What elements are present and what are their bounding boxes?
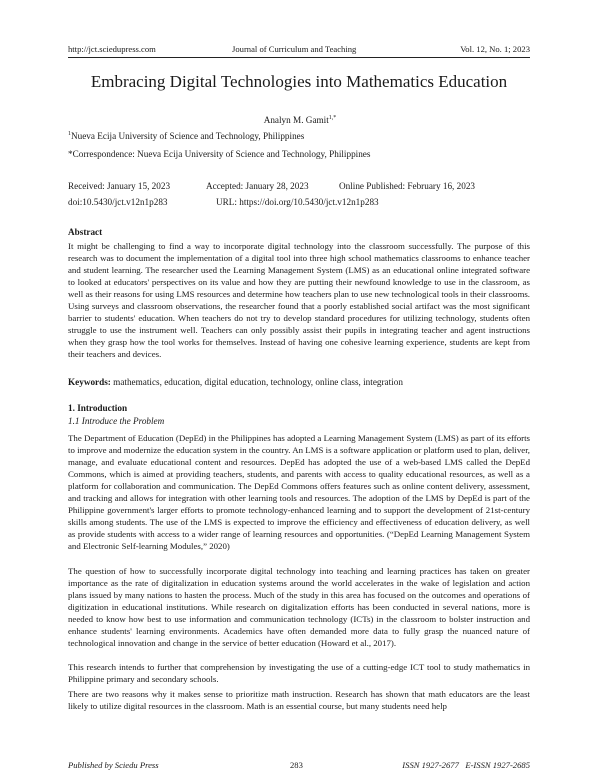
header-volume: Vol. 12, No. 1; 2023	[460, 44, 530, 54]
paragraph-1	[68, 432, 530, 552]
paper-title: Embracing Digital Technologies into Mathematics Education	[90, 72, 508, 91]
header-rule	[68, 57, 530, 58]
keywords-label: Keywords:	[68, 377, 111, 387]
doi-url[interactable]: URL: https://doi.org/10.5430/jct.v12n1p283	[216, 197, 379, 207]
received-date: Received: January 15, 2023	[68, 181, 171, 191]
header-url[interactable]: http://jct.sciedupress.com	[68, 44, 156, 54]
accepted-date: Accepted: January 28, 2023	[206, 181, 309, 191]
paragraph-text: This research intends to further that comprehension by investigating the use of a cutting-edge ICT tool to study mathematics in Philippine primary and secondary schools.	[68, 662, 530, 684]
keywords-text: mathematics, education, digital education, technology, online class, integration	[113, 377, 403, 387]
abstract-body	[68, 240, 530, 360]
page-number: 283	[290, 760, 303, 770]
affiliation-marker: 1	[68, 130, 71, 137]
author-name: Analyn M. Gamit	[263, 115, 329, 125]
affiliation-text: Nueva Ecija University of Science and Technology, Philippines	[71, 131, 305, 141]
header-journal: Journal of Curriculum and Teaching	[232, 44, 357, 54]
footer-issn: ISSN 1927-2677 E-ISSN 1927-2685	[402, 760, 530, 770]
published-date: Online Published: February 16, 2023	[339, 181, 476, 191]
author-line	[0, 114, 600, 126]
keywords	[68, 376, 403, 388]
paragraph-text: The question of how to successfully incorporate digital technology into teaching and learning practices has taken on greater importance as the rate of digitalization in education systems around the world accelerates in the wake of legislation and action plans issued by many nations to hasten the process. Much of the study in this area has focused on the outcomes and operations of digitization in educational institutions. While research on digitalization efforts has been conducted in several nations, more is needed to know how best to use information and communication technology (ICTs) in the classroom to bolster instruction and enhance students' learning environments. Academics have often demanded more data to fully grasp the nuanced nature of technological innovation and change in the service of better education (Howard et al., 2017).	[68, 566, 530, 648]
section-heading: 1. Introduction	[68, 403, 128, 413]
paragraph-2	[68, 565, 530, 649]
doi[interactable]: doi:10.5430/jct.v12n1p283	[68, 197, 168, 207]
footer-publisher: Published by Sciedu Press	[68, 760, 159, 770]
correspondence: *Correspondence: Nueva Ecija University of Science and Technology, Philippines	[68, 149, 371, 159]
author-markers: 1,*	[328, 114, 337, 121]
paragraph-4	[68, 688, 530, 712]
paragraph-text: There are two reasons why it makes sense to prioritize math instruction. Research has shown that math educators are the least likely to utilize digital resources in the classroom. Math is an essential course, but many students need help	[68, 689, 530, 711]
section-subheading: 1.1 Introduce the Problem	[68, 416, 165, 426]
abstract-text: It might be challenging to find a way to incorporate digital technology into the classroom successfully. The purpose of this research was to document the implementation of a digital tool into three high school mathematics classrooms to enhance teacher and student learning. The researcher used the Learning Management System (LMS) as an educational online integrated software to looked at educators' perspectives on its value and how they are putting their newfound knowledge to use in the classroom, as well as their reasons for using LMS resources and determine how teachers plan to use new technological tools in their classrooms. Using surveys and classroom observations, the researcher found that a poorly established social artifact was the most significant barrier to students' education. When teachers do not try to develop standard procedures for utilizing technology, students often struggle to use the instrument well. Teachers can only possibly assist their pupils in integrating teacher and agent instructions when they grasp how the tool works for themselves. Instead of having one cohesive learning experience, students are kept from their teachers and devices.	[68, 241, 530, 359]
paragraph-3	[68, 661, 530, 685]
abstract-heading: Abstract	[68, 227, 103, 237]
paragraph-text: The Department of Education (DepEd) in the Philippines has adopted a Learning Management System (LMS) as part of its efforts to improve and modernize the education system in the country. An LMS is a software application or platform used to plan, deliver, manage, and evaluate educational content and resources. DepEd has adopted the use of a web-based LMS called the DepEd Commons, which is aimed at providing teachers, students, and parents with access to quality educational resources, as well as a platform for collaboration and communication. The DepEd Commons offers features such as online content delivery, assessment, and tracking and allows for integration with other learning tools and resources. The adoption of the LMS by DepEd is part of the Philippine government's larger efforts to promote technology-enhanced learning and to support the development of 21st-century skills among students. The use of the LMS is expected to improve the efficiency and effectiveness of education delivery, as well as provide students with access to a wider range of learning resources and opportunities. (“DepEd Learning Management System and Electronic Self-learning Modules,” 2020)	[68, 433, 530, 551]
affiliation	[68, 130, 304, 142]
